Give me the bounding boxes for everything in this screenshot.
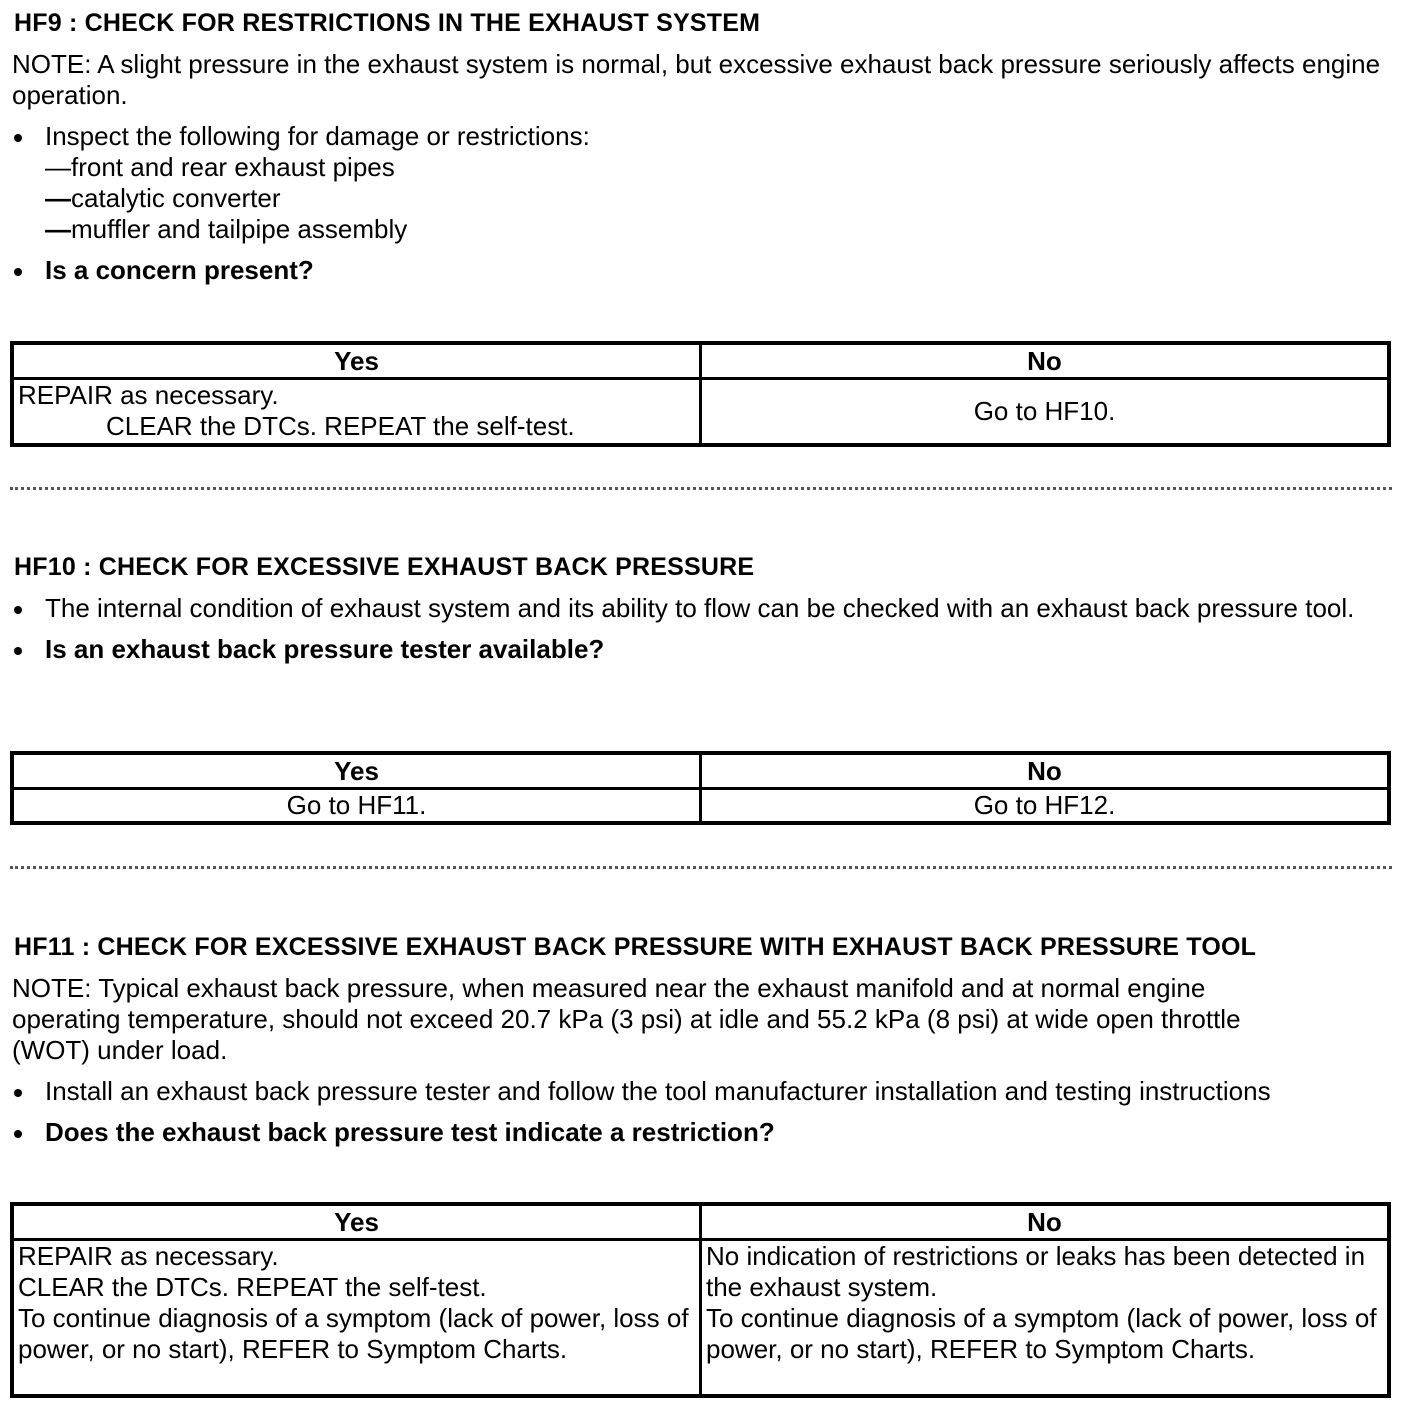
- bullet-icon: [14, 268, 22, 276]
- hf10-answer-table: [10, 751, 1391, 825]
- hf11-section: [12, 932, 1392, 1148]
- section-divider: [10, 866, 1392, 869]
- hf9-item: —muffler and tailpipe assembly: [45, 214, 408, 244]
- no-header: No: [701, 1204, 1390, 1240]
- hf9-item: —catalytic converter: [45, 183, 281, 213]
- yes-header: Yes: [12, 343, 701, 379]
- yes-header: Yes: [12, 1204, 701, 1240]
- bullet-icon: [14, 606, 22, 614]
- hf9-title: HF9 : CHECK FOR RESTRICTIONS IN THE EXHAUST SYSTEM: [14, 9, 761, 37]
- hf10-bullet: The internal condition of exhaust system and its ability to flow can be checked with an exhaust back pressure tool.: [12, 593, 1390, 624]
- hf11-install-bullet: Install an exhaust back pressure tester and follow the tool manufacturer installation and testing instructions: [12, 1076, 1392, 1107]
- no-header: No: [701, 753, 1390, 789]
- yes-header: Yes: [12, 753, 701, 789]
- hf11-no-cell: No indication of restrictions or leaks has been detected in the exhaust system. To continue diagnosis of a symptom (lack of power, loss of power, or no start), REFER to Symptom Charts.: [701, 1240, 1390, 1396]
- no-header: No: [701, 343, 1390, 379]
- hf11-yes-cell: REPAIR as necessary. CLEAR the DTCs. REPEAT the self-test. To continue diagnosis of a symptom (lack of power, loss of power, or no start), REFER to Symptom Charts.: [12, 1240, 701, 1396]
- hf9-note: NOTE: A slight pressure in the exhaust system is normal, but excessive exhaust back pressure seriously affects engine operation.: [12, 49, 1381, 110]
- hf11-title: HF11 : CHECK FOR EXCESSIVE EXHAUST BACK PRESSURE WITH EXHAUST BACK PRESSURE TOOL: [14, 933, 1257, 961]
- hf11-answer-table: [10, 1202, 1391, 1398]
- hf9-question: Is a concern present?: [12, 255, 1392, 286]
- bullet-icon: [14, 647, 22, 655]
- hf9-section: [12, 8, 1392, 286]
- hf9-inspect-bullet: [12, 121, 1392, 245]
- hf11-question: Does the exhaust back pressure test indicate a restriction?: [12, 1117, 1392, 1148]
- hf9-answer-table: [10, 341, 1391, 447]
- bullet-icon: [14, 134, 22, 142]
- hf10-section: [12, 552, 1392, 665]
- bullet-icon: [14, 1130, 22, 1138]
- hf9-inspect-text: Inspect the following for damage or restrictions:: [45, 121, 590, 151]
- hf9-yes-cell: REPAIR as necessary. CLEAR the DTCs. REPEAT the self-test.: [12, 379, 701, 445]
- hf9-no-cell: Go to HF10.: [701, 379, 1390, 445]
- bullet-icon: [14, 1089, 22, 1097]
- hf9-item: —front and rear exhaust pipes: [45, 152, 395, 182]
- hf11-note: NOTE: Typical exhaust back pressure, when measured near the exhaust manifold and at normal engine operating temperature, should not exceed 20.7 kPa (3 psi) at idle and 55.2 kPa (8 psi) at wide open throttle (WOT) under load.: [12, 973, 1241, 1065]
- hf10-title: HF10 : CHECK FOR EXCESSIVE EXHAUST BACK PRESSURE: [14, 553, 755, 581]
- hf10-question: Is an exhaust back pressure tester available?: [12, 634, 1392, 665]
- hf10-no-cell: Go to HF12.: [701, 789, 1390, 824]
- section-divider: [10, 487, 1392, 490]
- hf10-yes-cell: Go to HF11.: [12, 789, 701, 824]
